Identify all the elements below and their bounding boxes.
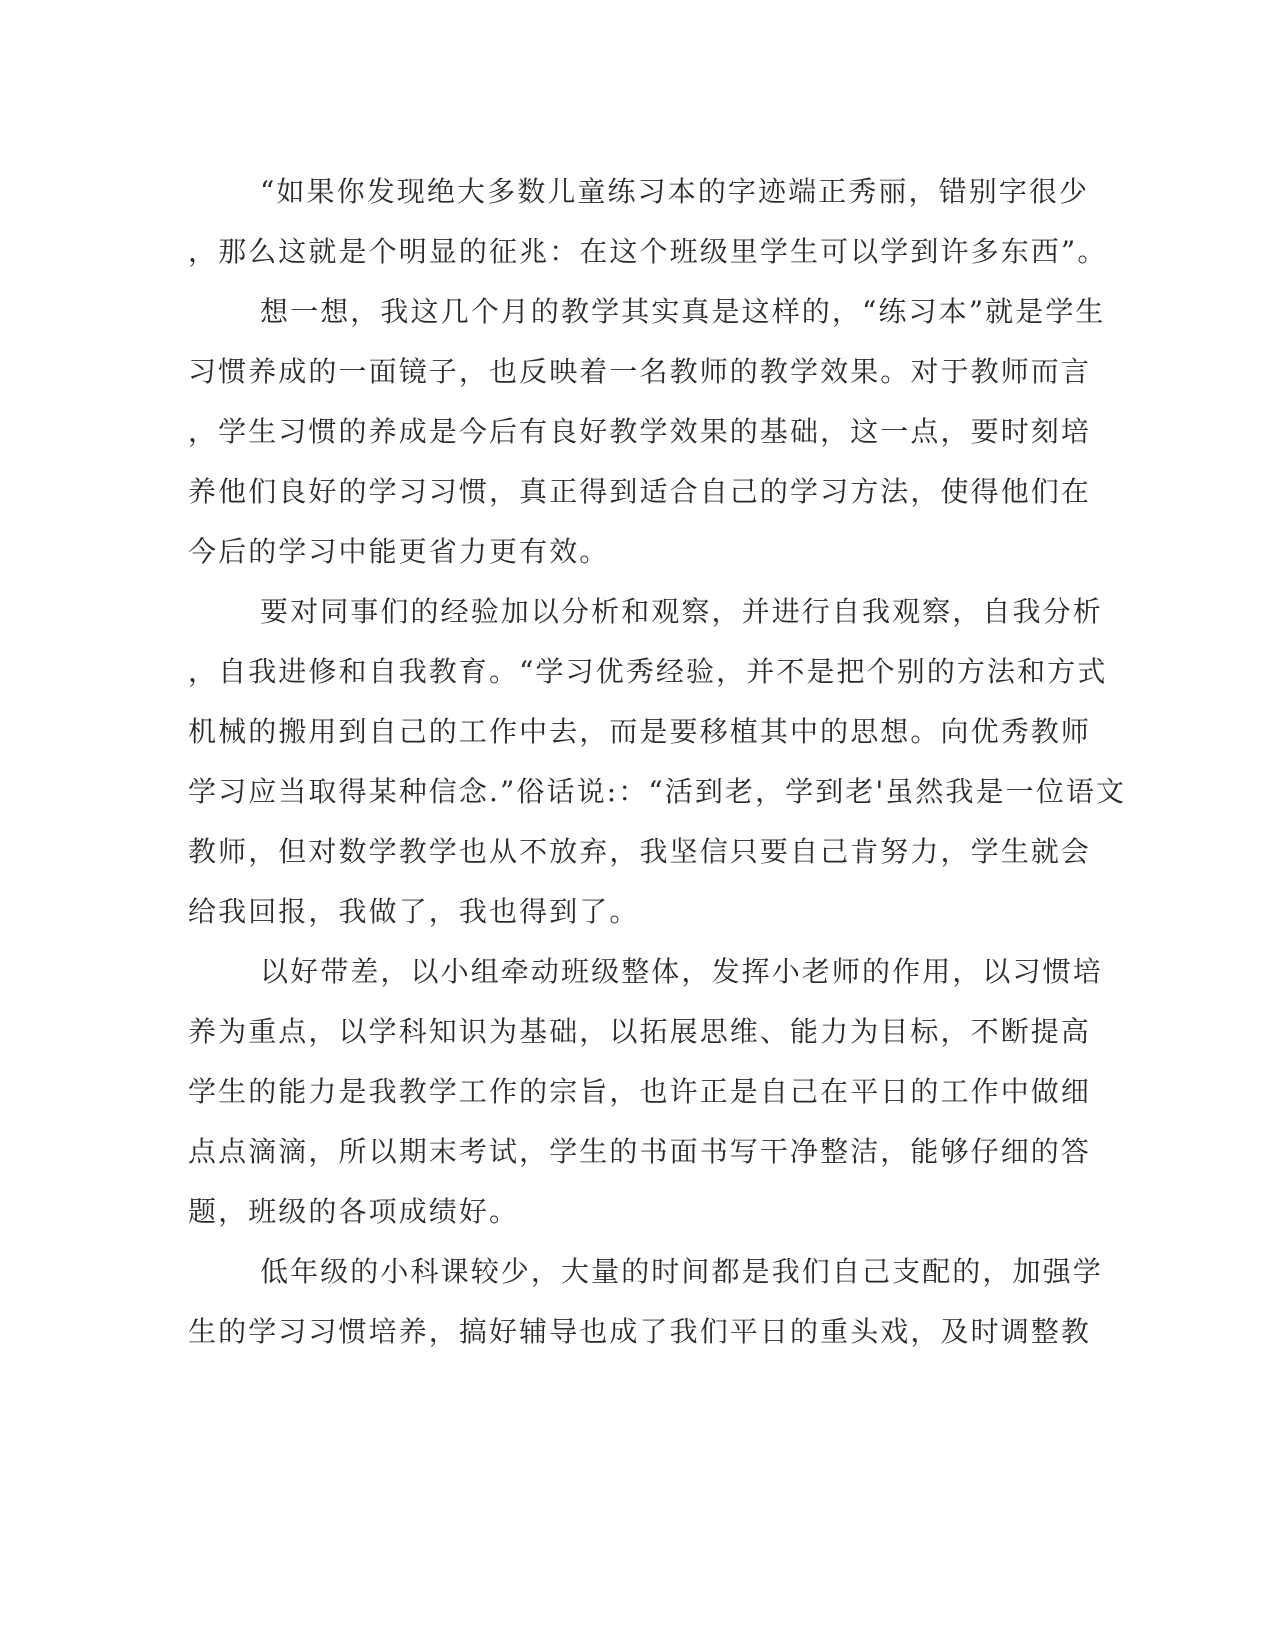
paragraph-line: 要对同事们的经验加以分析和观察，并进行自我观察，自我分析 — [260, 595, 1103, 628]
paragraph-line: ，自我进修和自我教育。“学习优秀经验，并不是把个别的方法和方式 — [188, 655, 1108, 688]
paragraph-line: 低年级的小科课较少，大量的时间都是我们自己支配的，加强学 — [260, 1255, 1103, 1288]
paragraph-line: 养他们良好的学习习惯，真正得到适合自己的学习方法，使得他们在 — [188, 475, 1092, 508]
paragraph-2 — [188, 282, 1106, 582]
paragraph-line: “如果你发现绝大多数儿童练习本的字迹端正秀丽，错别字很少 — [260, 175, 1090, 208]
paragraph-3 — [188, 582, 1127, 942]
paragraph-line: 生的学习习惯培养，搞好辅导也成了我们平日的重头戏，及时调整教 — [188, 1315, 1092, 1348]
paragraph-line: 点点滴滴，所以期末考试，学生的书面书写干净整洁，能够仔细的答 — [188, 1135, 1092, 1168]
paragraph-line: 学习应当取得某种信念.”俗话说:：“活到老，学到老'虽然我是一位语文 — [188, 775, 1127, 808]
paragraph-line: 养为重点，以学科知识为基础，以拓展思维、能力为目标，不断提高 — [188, 1015, 1092, 1048]
paragraph-line: 给我回报，我做了，我也得到了。 — [188, 895, 640, 928]
paragraph-line: 学生的能力是我教学工作的宗旨，也许正是自己在平日的工作中做细 — [188, 1075, 1092, 1108]
paragraph-1 — [188, 162, 1108, 282]
paragraph-5 — [188, 1242, 1103, 1362]
paragraph-line: 教师，但对数学教学也从不放弃，我坚信只要自己肯努力，学生就会 — [188, 835, 1092, 868]
paragraph-line: 题，班级的各项成绩好。 — [188, 1195, 520, 1228]
paragraph-line: 想一想，我这几个月的教学其实真是这样的，“练习本”就是学生 — [260, 295, 1106, 328]
paragraph-line: 以好带差，以小组牵动班级整体，发挥小老师的作用，以习惯培 — [260, 955, 1103, 988]
paragraph-4 — [188, 942, 1103, 1242]
paragraph-line: ，那么这就是个明显的征兆：在这个班级里学生可以学到许多东西”。 — [188, 235, 1108, 268]
document-body — [188, 162, 1127, 1362]
paragraph-line: 习惯养成的一面镜子，也反映着一名教师的教学效果。对于教师而言 — [188, 355, 1092, 388]
paragraph-line: ，学生习惯的养成是今后有良好教学效果的基础，这一点，要时刻培 — [188, 415, 1092, 448]
paragraph-line: 今后的学习中能更省力更有效。 — [188, 535, 610, 568]
paragraph-line: 机械的搬用到自己的工作中去，而是要移植其中的思想。向优秀教师 — [188, 715, 1092, 748]
